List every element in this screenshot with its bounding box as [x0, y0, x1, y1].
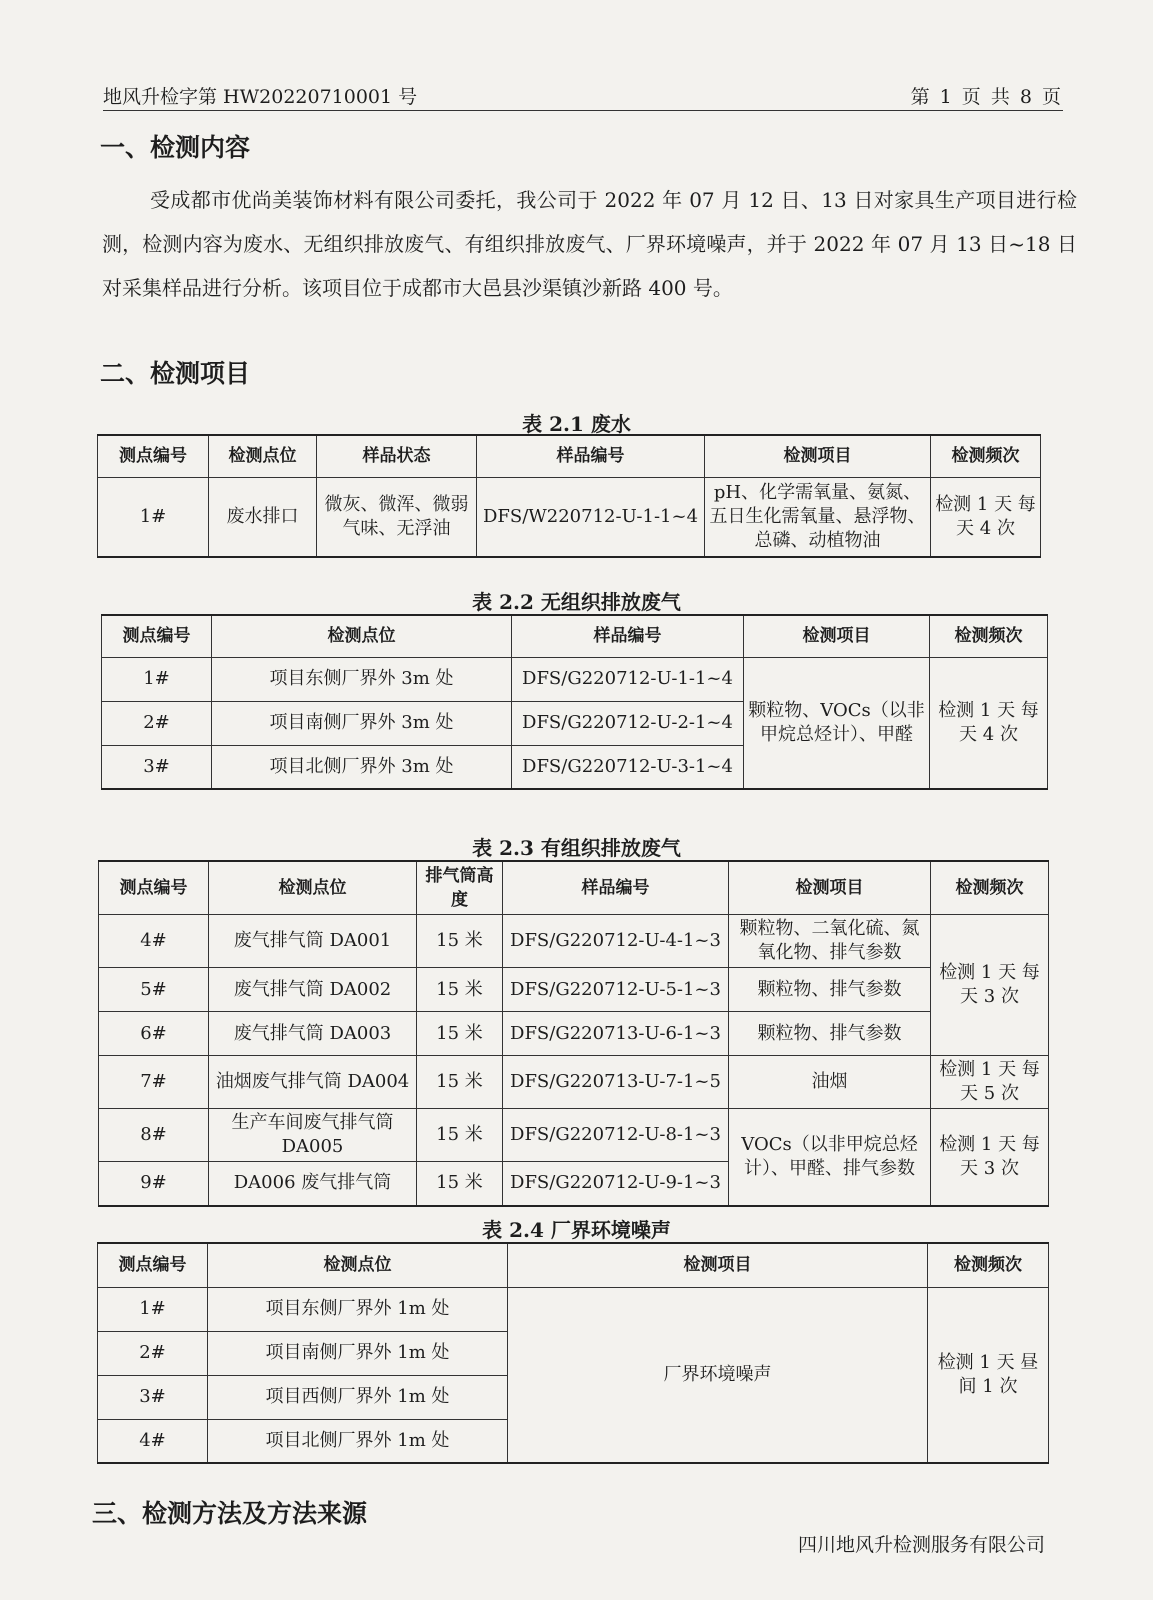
cell-sample: DFS/G220712-U-1-1~4	[512, 657, 744, 701]
table-header: 样品编号	[477, 435, 705, 477]
table-row	[99, 915, 1049, 968]
cell-sample: DFS/G220712-U-2-1~4	[512, 701, 744, 745]
table-header: 检测频次	[930, 615, 1048, 657]
cell-state: 微灰、微浑、微弱气味、无浮油	[317, 477, 477, 557]
cell-id: 1#	[98, 1287, 208, 1331]
cell-location: 项目北侧厂界外 3m 处	[212, 745, 512, 789]
table-organized-gas	[98, 860, 1049, 1207]
table-header: 检测项目	[729, 861, 931, 915]
table-row	[99, 1056, 1049, 1109]
cell-id: 1#	[102, 657, 212, 701]
section3-title: 三、检测方法及方法来源	[92, 1499, 368, 1528]
cell-location: 废水排口	[209, 477, 317, 557]
table-header: 检测点位	[212, 615, 512, 657]
cell-items: pH、化学需氧量、氨氮、五日生化需氧量、悬浮物、总磷、动植物油	[705, 477, 931, 557]
cell-freq: 检测 1 天 每天 5 次	[931, 1056, 1049, 1109]
cell-id: 1#	[98, 477, 209, 557]
page-header	[103, 80, 1063, 111]
cell-items: 颗粒物、排气参数	[729, 968, 931, 1012]
cell-id: 3#	[98, 1375, 208, 1419]
table23-caption: 表 2.3 有组织排放废气	[472, 836, 681, 860]
page-number: 第 1 页 共 8 页	[910, 86, 1063, 108]
cell-freq: 检测 1 天 每天 4 次	[930, 657, 1048, 789]
table-header: 检测项目	[508, 1243, 928, 1287]
cell-id: 4#	[99, 915, 209, 968]
cell-location: 生产车间废气排气筒 DA005	[209, 1109, 417, 1162]
cell-sample: DFS/G220712-U-4-1~3	[503, 915, 729, 968]
cell-sample: DFS/G220713-U-6-1~3	[503, 1012, 729, 1056]
cell-id: 7#	[99, 1056, 209, 1109]
cell-location: 项目东侧厂界外 1m 处	[208, 1287, 508, 1331]
cell-height: 15 米	[417, 1109, 503, 1162]
section1-paragraph: 受成都市优尚美装饰材料有限公司委托，我公司于 2022 年 07 月 12 日、13 日对家具生产项目进行检测，检测内容为废水、无组织排放废气、有组织排放废气、厂界环境噪声，并于 2022 年 07 月 13 日~18 日对采集样品进行分析。该项目位于成都市大邑县沙渠镇沙新路 400 号。	[102, 188, 1077, 300]
table-header: 检测点位	[209, 861, 417, 915]
table-header: 检测频次	[928, 1243, 1049, 1287]
cell-items: 颗粒物、VOCs（以非甲烷总烃计）、甲醛	[744, 657, 930, 789]
cell-sample: DFS/G220712-U-9-1~3	[503, 1162, 729, 1206]
cell-sample: DFS/G220713-U-7-1~5	[503, 1056, 729, 1109]
cell-height: 15 米	[417, 1056, 503, 1109]
cell-freq: 检测 1 天 每天 3 次	[931, 915, 1049, 1056]
cell-location: 项目南侧厂界外 1m 处	[208, 1331, 508, 1375]
table-header: 测点编号	[99, 861, 209, 915]
table24-caption: 表 2.4 厂界环境噪声	[482, 1218, 671, 1242]
table22-caption: 表 2.2 无组织排放废气	[472, 590, 681, 614]
table-wastewater	[97, 434, 1041, 558]
cell-id: 6#	[99, 1012, 209, 1056]
cell-sample: DFS/G220712-U-5-1~3	[503, 968, 729, 1012]
cell-items: VOCs（以非甲烷总烃计）、甲醛、排气参数	[729, 1109, 931, 1206]
cell-location: 废气排气筒 DA003	[209, 1012, 417, 1056]
table-row	[99, 1109, 1049, 1162]
table-row	[98, 1287, 1049, 1331]
cell-freq: 检测 1 天 每天 4 次	[931, 477, 1041, 557]
cell-id: 5#	[99, 968, 209, 1012]
table-row	[98, 477, 1041, 557]
cell-location: 废气排气筒 DA001	[209, 915, 417, 968]
table-row	[102, 657, 1048, 701]
table-header: 检测项目	[744, 615, 930, 657]
cell-sample: DFS/G220712-U-8-1~3	[503, 1109, 729, 1162]
table-header: 样品编号	[512, 615, 744, 657]
cell-items: 颗粒物、排气参数	[729, 1012, 931, 1056]
section2-title: 二、检测项目	[100, 359, 251, 388]
table-header: 样品编号	[503, 861, 729, 915]
table-header: 测点编号	[102, 615, 212, 657]
cell-height: 15 米	[417, 1012, 503, 1056]
table-noise	[97, 1242, 1049, 1464]
table-header: 测点编号	[98, 1243, 208, 1287]
cell-height: 15 米	[417, 968, 503, 1012]
cell-location: 废气排气筒 DA002	[209, 968, 417, 1012]
cell-items: 颗粒物、二氧化硫、氮氧化物、排气参数	[729, 915, 931, 968]
cell-height: 15 米	[417, 1162, 503, 1206]
cell-location: 油烟废气排气筒 DA004	[209, 1056, 417, 1109]
section1-title: 一、检测内容	[100, 133, 251, 162]
cell-location: 项目南侧厂界外 3m 处	[212, 701, 512, 745]
cell-id: 8#	[99, 1109, 209, 1162]
cell-items: 厂界环境噪声	[508, 1287, 928, 1463]
table-header: 检测频次	[931, 861, 1049, 915]
table-header: 排气筒高度	[417, 861, 503, 915]
cell-location: 项目东侧厂界外 3m 处	[212, 657, 512, 701]
cell-id: 4#	[98, 1419, 208, 1463]
document-number: 地风升检字第 HW20220710001 号	[103, 86, 418, 108]
table-header: 检测点位	[208, 1243, 508, 1287]
table-row	[99, 1012, 1049, 1056]
company-footer: 四川地风升检测服务有限公司	[797, 1534, 1045, 1556]
cell-id: 9#	[99, 1162, 209, 1206]
cell-items: 油烟	[729, 1056, 931, 1109]
table-unorganized-gas	[101, 614, 1048, 790]
cell-location: 项目西侧厂界外 1m 处	[208, 1375, 508, 1419]
cell-height: 15 米	[417, 915, 503, 968]
cell-id: 2#	[98, 1331, 208, 1375]
cell-id: 2#	[102, 701, 212, 745]
cell-sample: DFS/W220712-U-1-1~4	[477, 477, 705, 557]
table-header: 检测点位	[209, 435, 317, 477]
cell-id: 3#	[102, 745, 212, 789]
cell-freq: 检测 1 天 每天 3 次	[931, 1109, 1049, 1206]
cell-freq: 检测 1 天 昼间 1 次	[928, 1287, 1049, 1463]
table21-caption: 表 2.1 废水	[522, 412, 631, 436]
table-header: 检测频次	[931, 435, 1041, 477]
cell-location: 项目北侧厂界外 1m 处	[208, 1419, 508, 1463]
table-header: 测点编号	[98, 435, 209, 477]
cell-location: DA006 废气排气筒	[209, 1162, 417, 1206]
table-row	[99, 968, 1049, 1012]
table-header: 样品状态	[317, 435, 477, 477]
cell-sample: DFS/G220712-U-3-1~4	[512, 745, 744, 789]
table-header: 检测项目	[705, 435, 931, 477]
